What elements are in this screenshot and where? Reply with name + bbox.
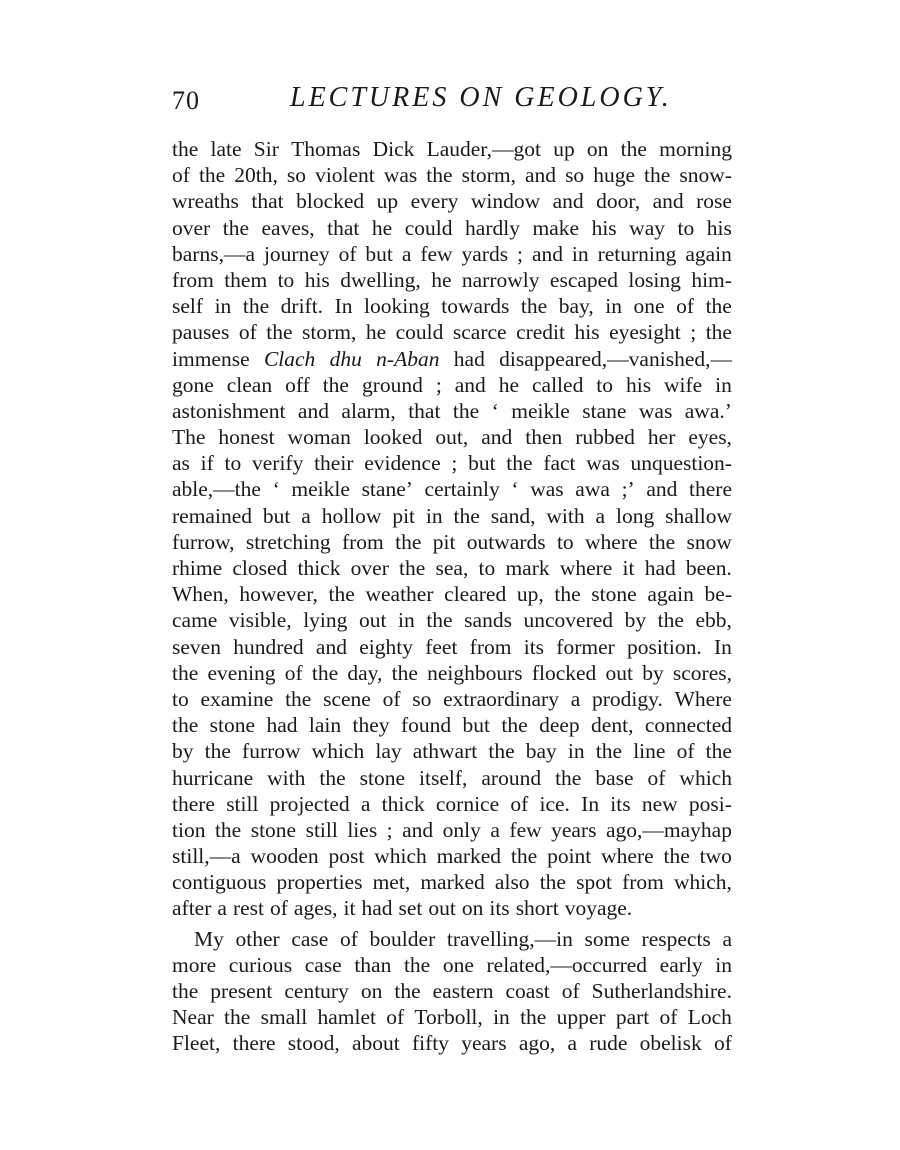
page-header	[172, 82, 732, 122]
text-line: of the 20th, so violent was the storm, and so huge the snow-	[172, 163, 732, 188]
text-line: still,—a wooden post which marked the point where the two	[172, 844, 732, 869]
text-line: wreaths that blocked up every window and door, and rose	[172, 189, 732, 214]
text-line: to examine the scene of so extraordinary a prodigy. Where	[172, 686, 732, 711]
text-line: barns,—a journey of but a few yards ; and in returning again	[172, 241, 732, 266]
text-line: from them to his dwelling, he narrowly escaped losing him-	[172, 267, 732, 292]
text-line: more curious case than the one related,—occurred early in	[172, 952, 732, 977]
text-line: seven hundred and eighty feet from its former position. In	[172, 634, 732, 659]
text-line: self in the drift. In looking towards the bay, in one of the	[172, 294, 732, 319]
text-line: When, however, the weather cleared up, the stone again be-	[172, 582, 732, 607]
page-number: 70	[172, 86, 200, 115]
text-line: contiguous properties met, marked also the spot from which,	[172, 870, 732, 895]
text-line: tion the stone still lies ; and only a few years ago,—mayhap	[172, 817, 732, 842]
text-line: immense Clach dhu n-Aban had disappeared,—vanished,—	[172, 346, 732, 371]
text-line: Near the small hamlet of Torboll, in the upper part of Loch	[172, 1005, 732, 1030]
paragraph	[172, 136, 732, 922]
text-line: hurricane with the stone itself, around the base of which	[172, 765, 732, 790]
text-line: after a rest of ages, it had set out on its short voyage.	[172, 896, 633, 921]
text-line: Fleet, there stood, about fifty years ago, a rude obelisk of	[172, 1031, 732, 1056]
body-text	[172, 136, 732, 1057]
running-title: LECTURES ON GEOLOGY.	[290, 82, 672, 113]
text-line: pauses of the storm, he could scarce credit his eyesight ; the	[172, 320, 732, 345]
text-line: able,—the ‘ meikle stane’ certainly ‘ was awa ;’ and there	[172, 477, 732, 502]
text-line: over the eaves, that he could hardly make his way to his	[172, 215, 732, 240]
text-line: by the furrow which lay athwart the bay in the line of the	[172, 739, 732, 764]
text-line: the stone had lain they found but the deep dent, connected	[172, 713, 732, 738]
text-line: furrow, stretching from the pit outwards to where the snow	[172, 529, 732, 554]
text-line: rhime closed thick over the sea, to mark where it had been.	[172, 556, 732, 580]
text-line: the late Sir Thomas Dick Lauder,—got up on the morning	[172, 137, 732, 161]
text-line: came visible, lying out in the sands uncovered by the ebb,	[172, 608, 732, 633]
text-line: astonishment and alarm, that the ‘ meikle stane was awa.’	[172, 398, 732, 423]
text-line: remained but a hollow pit in the sand, with a long shallow	[172, 503, 732, 528]
text-line: The honest woman looked out, and then rubbed her eyes,	[172, 425, 732, 450]
text-line: the evening of the day, the neighbours flocked out by scores,	[172, 660, 732, 685]
text-line: as if to verify their evidence ; but the fact was unquestion-	[172, 451, 732, 476]
text-line: the present century on the eastern coast of Sutherlandshire.	[172, 979, 732, 1003]
paragraph	[172, 926, 732, 1057]
text-line: gone clean off the ground ; and he called to his wife in	[172, 372, 732, 397]
text-line: My other case of boulder travelling,—in some respects a	[194, 926, 732, 951]
text-line: there still projected a thick cornice of ice. In its new posi-	[172, 791, 732, 816]
